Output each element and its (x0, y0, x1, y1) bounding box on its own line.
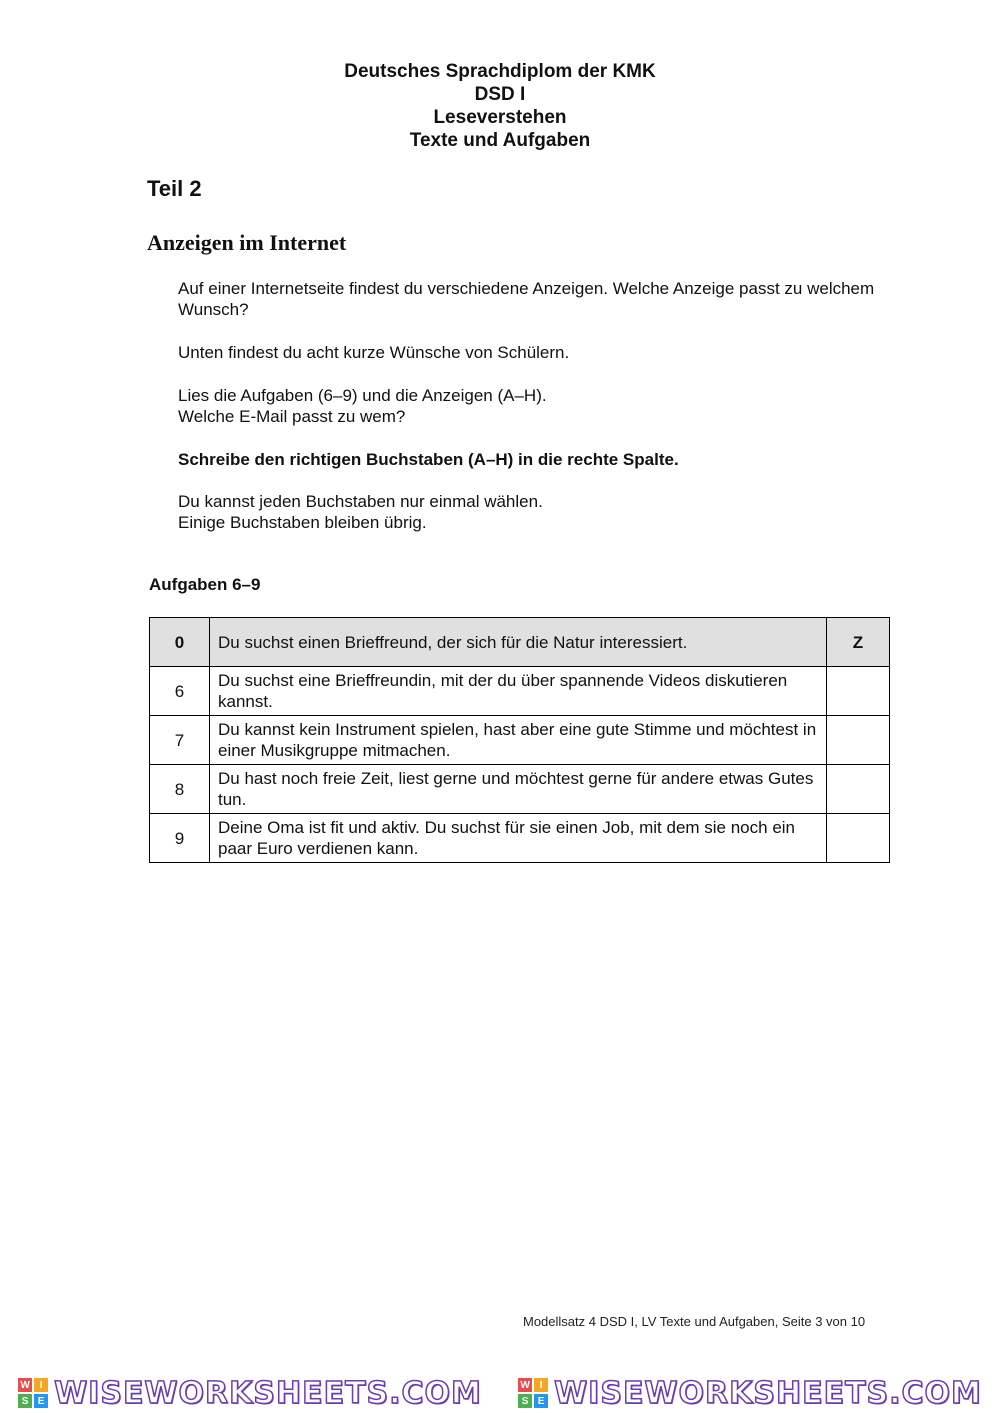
table-row (150, 765, 890, 814)
header-line-2: DSD I (474, 84, 526, 105)
table-row (150, 667, 890, 716)
row-number: 6 (150, 667, 210, 716)
instruction-paragraph-1: Auf einer Internetseite findest du verschiedene Anzeigen. Welche Anzeige passt zu welchem Wunsch? (178, 279, 875, 319)
table-row (150, 814, 890, 863)
watermark-banner (0, 1373, 1000, 1413)
instruction-line: Lies die Aufgaben (6–9) und die Anzeigen (A–H). (178, 386, 547, 405)
brand-text: WISEWORKSHEETS.COM (554, 1375, 982, 1411)
header-line-4: Texte und Aufgaben (409, 130, 591, 151)
row-text: Du suchst eine Brieffreundin, mit der du über spannende Videos diskutieren kannst. (210, 667, 827, 716)
row-text: Du hast noch freie Zeit, liest gerne und möchtest gerne für andere etwas Gutes tun. (210, 765, 827, 814)
answer-cell[interactable] (827, 814, 890, 863)
brand-text: WISEWORKSHEETS.COM (54, 1375, 482, 1411)
instruction-bold: Schreibe den richtigen Buchstaben (A–H) in die rechte Spalte. (178, 450, 679, 469)
instruction-paragraph-5 (178, 491, 878, 533)
brand-logo (18, 1376, 482, 1411)
instruction-line: Du kannst jeden Buchstaben nur einmal wählen. (178, 492, 543, 511)
document-header (0, 60, 1000, 152)
header-line-3: Leseverstehen (433, 107, 567, 128)
section-title: Anzeigen im Internet (147, 230, 347, 255)
row-text: Deine Oma ist fit und aktiv. Du suchst für sie einen Job, mit dem sie noch ein paar Euro verdienen kann. (210, 814, 827, 863)
table-row (150, 716, 890, 765)
logo-icon: W I S E (18, 1378, 48, 1408)
part-title: Teil 2 (147, 176, 202, 201)
instruction-paragraph-2: Unten findest du acht kurze Wünsche von Schülern. (178, 343, 570, 362)
row-number: 9 (150, 814, 210, 863)
answer-cell[interactable] (827, 716, 890, 765)
tasks-table (149, 617, 890, 863)
row-number: 8 (150, 765, 210, 814)
tasks-label: Aufgaben 6–9 (149, 575, 261, 594)
row-text: Du kannst kein Instrument spielen, hast aber eine gute Stimme und möchtest in einer Musikgruppe mitmachen. (210, 716, 827, 765)
row-text: Du suchst einen Brieffreund, der sich für die Natur interessiert. (210, 618, 827, 667)
answer-cell: Z (827, 618, 890, 667)
logo-icon: W I S E (518, 1378, 548, 1408)
header-line-1: Deutsches Sprachdiplom der KMK (344, 61, 656, 82)
instruction-line: Welche E-Mail passt zu wem? (178, 407, 406, 426)
answer-cell[interactable] (827, 765, 890, 814)
example-row (150, 618, 890, 667)
brand-logo (518, 1376, 982, 1411)
row-number: 7 (150, 716, 210, 765)
instruction-line: Einige Buchstaben bleiben übrig. (178, 513, 427, 532)
row-number: 0 (150, 618, 210, 667)
instruction-paragraph-3 (178, 385, 878, 427)
answer-cell[interactable] (827, 667, 890, 716)
page-footer: Modellsatz 4 DSD I, LV Texte und Aufgaben, Seite 3 von 10 (523, 1314, 866, 1329)
